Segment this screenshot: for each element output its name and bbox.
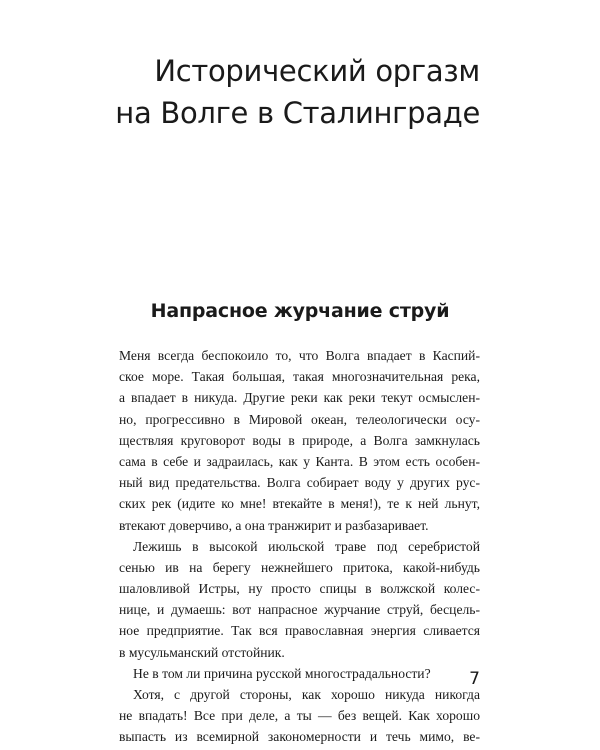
body-line: а впадает в никуда. Другие реки как реки текут осмыслен- bbox=[119, 390, 480, 406]
body-line: Меня всегда беспокоило то, что Волга впадает в Каспий- bbox=[119, 348, 480, 363]
section-title: Напрасное журчание струй bbox=[150, 300, 450, 322]
body-line: выпасть из всемирной закономерности и течь мимо, ве- bbox=[119, 729, 480, 745]
body-line: Не в том ли причина русской многострадальности? bbox=[133, 665, 431, 681]
body-line: ный вид предательства. Волга собирает воду у других рус- bbox=[119, 475, 480, 491]
body-line: но, прогрессивно в Мировой океан, телеологически осу- bbox=[119, 411, 480, 427]
body-line: ное предприятие. Так вся православная энергия сливается bbox=[119, 623, 480, 639]
body-line: нице, и думаешь: вот напрасное журчание струй, бесцель- bbox=[119, 602, 480, 618]
page-number: 7 bbox=[469, 669, 480, 689]
body-line: сенью ив на берегу нежнейшего притока, какой-нибудь bbox=[119, 559, 480, 575]
chapter-title-line-2: на Волге в Сталинграде bbox=[115, 96, 480, 130]
body-line: шаловливой Истры, ну просто спицы в волжской колес- bbox=[119, 581, 480, 597]
body-line: сама в себе и задраилась, как у Канта. В этом есть особен- bbox=[119, 453, 480, 469]
body-line: Хотя, с другой стороны, как хорошо никуда никогда bbox=[133, 687, 480, 702]
body-line: втекают доверчиво, а она транжирит и разбазаривает. bbox=[119, 517, 429, 533]
body-line: ществляя круговорот воды в природе, а Волга замкнулась bbox=[119, 432, 480, 448]
body-line: в мусульманский отстойник. bbox=[119, 644, 285, 660]
body-line: Лежишь в высокой июльской траве под серебристой bbox=[133, 538, 480, 554]
body-line: ских рек (идите ко мне! втекайте в меня!), те к ней льнут, bbox=[119, 496, 480, 512]
body-line: не впадать! Все при деле, а ты — без вещей. Как хорошо bbox=[119, 708, 480, 724]
chapter-title bbox=[60, 50, 480, 134]
chapter-title-line-1: Исторический оргазм bbox=[154, 54, 480, 88]
body-text bbox=[119, 345, 480, 748]
body-line: ское море. Такая большая, такая многозначительная река, bbox=[119, 369, 480, 385]
